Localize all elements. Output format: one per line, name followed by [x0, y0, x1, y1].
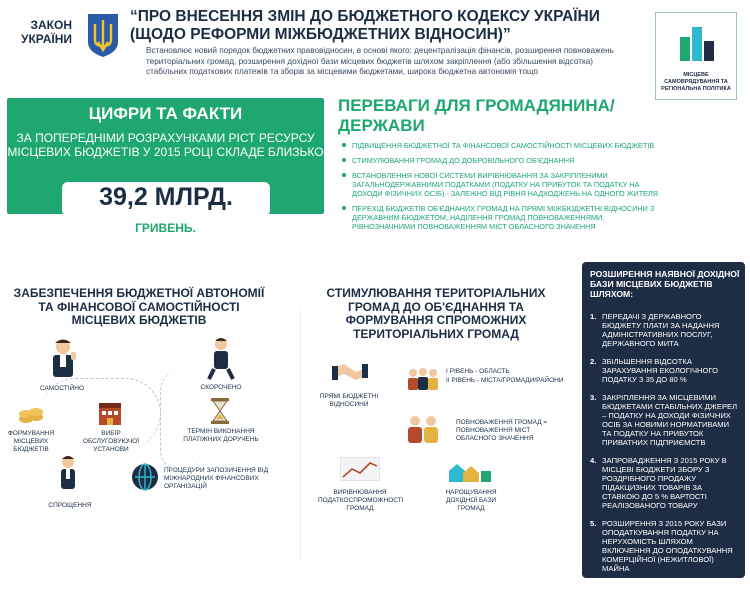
facts-unit: ГРИВЕНЬ.	[135, 221, 196, 235]
facts-title: ЦИФРИ ТА ФАКТИ	[88, 104, 243, 123]
facts-amount: 39,2 МЛРД.	[99, 183, 233, 211]
intro-text: Встановлює новий порядок бюджетних правовідносин, в основі якого: децентралізація фінансів, розширення повноважень територіальних громад, розширення дохідної бази місцевих бюджетів шляхом закріплення (або збільшення відсотка) стабільних податкових платежів та зборів за місцевими бюджетами, широка бюджетна автономія тощо	[146, 46, 614, 76]
trident-icon	[86, 12, 120, 58]
panel-title: РОЗШИРЕННЯ НАЯВНОЇ ДОХІДНОЇ БАЗИ МІСЦЕВИХ БЮДЖЕТІВ ШЛЯХОМ:	[590, 269, 740, 299]
list-item: ПЕРЕХІД БЮДЖЕТІВ ОБ'ЄДНАНИХ ГРОМАД НА ПРЯМІ МІЖБЮДЖЕТНІ ВІДНОСИНИ З ДЕРЖАВНИМ БЮДЖЕТОМ, НАДІЛЕННЯ ГРОМАД ПОВНОВАЖЕННЯМИ, РІВНОЗНАЧНИМИ ПОВНОВАЖЕННЯМ МІСТ ОБЛАСНОГО ЗНАЧЕННЯ	[342, 204, 662, 231]
list-item: 1. ПЕРЕДАЧІ З ДЕРЖАВНОГО БЮДЖЕТУ ПЛАТИ ЗА НАДАННЯ АДМІНІСТРАТИВНИХ ПОСЛУГ, ДЕРЖАВНОГО МИТА	[590, 312, 720, 348]
choice-label: ВИБІР ОБСЛУГОВУЮЧОЇ УСТАНОВИ	[82, 430, 140, 453]
direct-label: ПРЯМІ БЮДЖЕТНІ ВІДНОСИНИ	[319, 393, 379, 408]
facts-text: ЗА ПОПЕРЕДНІМИ РОЗРАХУНКАМИ РІСТ РЕСУРСУ МІСЦЕВИХ БЮДЖЕТІВ У 2015 РОЦІ СКЛАДЕ БЛИЗЬКО	[7, 131, 324, 159]
simplified-label: СПРОЩЕННЯ	[48, 502, 92, 509]
buildings-icon	[678, 23, 716, 63]
list-item: 2. ЗБІЛЬШЕННЯ ВІДСОТКА ЗАРАХУВАННЯ ЕКОЛОГІЧНОГО ПОДАТКУ З 35 ДО 80 %	[590, 357, 718, 384]
list-item: СТИМУЛЮВАННЯ ГРОМАД ДО ДОБРОВІЛЬНОГО ОБ'ЄДНАННЯ	[342, 156, 662, 165]
connector-line	[40, 378, 161, 449]
section2-title: СТИМУЛЮВАННЯ ТЕРИТОРІАЛЬНИХ ГРОМАД ДО ОБ'ЄДНАННЯ ТА ФОРМУВАННЯ СПРОМОЖНИХ ТЕРИТОРІАЛЬНИХ ГРОМАД	[326, 286, 546, 341]
benefits-list	[342, 141, 662, 237]
growth-label: НАРОЩУВАННЯ ДОХІДНОЇ БАЗИ ГРОМАД	[445, 489, 497, 512]
globe-icon	[130, 462, 160, 492]
list-item: ВСТАНОВЛЕННЯ НОВОЇ СИСТЕМИ ВИРІВНЮВАННЯ ЗА ЗАКРІПЛЕНИМИ ЗАГАЛЬНОДЕРЖАВНИМИ ПОДАТКАМИ (ПОДАТКУ НА ПРИБУТОК ТА ПОДАТКУ НА ДОХОДИ ФІЗИЧНИХ ОСІБ) - ЗАЛЕЖНО ВІД РІВНЯ НАДХОДЖЕНЬ НА ОДНОГО ЖИТЕЛЯ	[342, 171, 662, 198]
panel-list	[590, 312, 740, 582]
page-title: “ПРО ВНЕСЕННЯ ЗМІН ДО БЮДЖЕТНОГО КОДЕКСУ УКРАЇНИ (ЩОДО РЕФОРМИ МІЖБЮДЖЕТНИХ ВІДНОСИН)”	[130, 8, 600, 43]
person-icon	[45, 338, 81, 380]
self-label: САМОСТІЙНО	[39, 385, 85, 392]
people-icon	[405, 366, 441, 390]
list-item: 3. ЗАКРІПЛЕННЯ ЗА МІСЦЕВИМИ БЮДЖЕТАМИ СТАБІЛЬНИХ ДЖЕРЕЛ – ПОДАТКУ НА ДОХОДИ ФІЗИЧНИХ ОСІБ ЗА НОВИМИ НОРМАТИВАМИ ТА ПОДАТКУ НА ПРИБУТОК ПРИВАТНИХ ПІДПРИЄМСТВ	[590, 393, 738, 447]
procedures-label: ПРОЦЕДУРИ ЗАПОЗИЧЕННЯ ВІД МІЖНАРОДНИХ ФІНАНСОВИХ ОРГАНІЗАЦІЙ	[164, 467, 269, 490]
benefits-title: ПЕРЕВАГИ ДЛЯ ГРОМАДЯНИНА/ДЕРЖАВИ	[338, 96, 615, 135]
list-item: 4. ЗАПРОВАДЖЕННЯ З 2015 РОКУ В МІСЦЕВІ БЮДЖЕТИ ЗБОРУ З РОЗДРІБНОГО ПРОДАЖУ ПІДАКЦИЗНИХ ТОВАРІВ ЗА СТАВКОЮ ДО 5 % ВАРТОСТІ РЕАЛІЗОВАНОГО ТОВАРУ	[590, 456, 727, 510]
list-item: ПІДВИЩЕННЯ БЮДЖЕТНОЇ ТА ФІНАНСОВОЇ САМОСТІЙНОСТІ МІСЦЕВИХ БЮДЖЕТІВ	[342, 141, 662, 150]
divider	[300, 310, 301, 560]
law-label: ЗАКОН УКРАЇНИ	[20, 18, 72, 46]
people-icon	[405, 413, 443, 443]
terms-label: ТЕРМІН ВИКОНАННЯ ПЛАТІЖНИХ ДОРУЧЕНЬ	[183, 428, 259, 443]
formation-label: ФОРМУВАННЯ МІСЦЕВИХ БЮДЖЕТІВ	[7, 430, 55, 453]
level2-label: ІІ РІВЕНЬ - МІСТА/ГРОМАДИ/РАЙОНИ	[446, 377, 564, 384]
powers-label: ПОВНОВАЖЕННЯ ГРОМАД = ПОВНОВАЖЕННЯ МІСТ ОБЛАСНОГО ЗНАЧЕННЯ	[456, 419, 548, 442]
houses-icon	[447, 461, 493, 483]
equalization-label: ВИРІВНЮВАННЯ ПОДАТКОСПРОМОЖНОСТІ ГРОМАД	[318, 489, 404, 512]
section1-title: ЗАБЕЗПЕЧЕННЯ БЮДЖЕТНОЇ АВТОНОМІЇ ТА ФІНАНСОВОЇ САМОСТІЙНОСТІ МІСЦЕВИХ БЮДЖЕТІВ	[13, 286, 265, 327]
hourglass-icon	[210, 398, 230, 424]
level1-label: І РІВЕНЬ - ОБЛАСТЬ	[446, 368, 510, 375]
logo-text: МІСЦЕВЕ САМОВРЯДУВАННЯ ТА РЕГІОНАЛЬНА ПОЛІТИКА	[661, 72, 731, 92]
handshake-icon	[332, 360, 368, 384]
chart-icon	[340, 457, 380, 481]
connector-line	[160, 370, 201, 471]
reduced-label: СКОРОЧЕНО	[200, 384, 242, 391]
person-icon	[55, 454, 81, 494]
person-icon	[206, 336, 236, 380]
list-item: 5. РОЗШИРЕННЯ З 2015 РОКУ БАЗИ ОПОДАТКУВАННЯ ПОДАТКУ НА НЕРУХОМІСТЬ ШЛЯХОМ ВКЛЮЧЕННЯ ДО ОПОДАТКУВАННЯ КОМЕРЦІЙНОЇ (НЕЖИТЛОВОЇ) МАЙНА	[590, 519, 733, 573]
